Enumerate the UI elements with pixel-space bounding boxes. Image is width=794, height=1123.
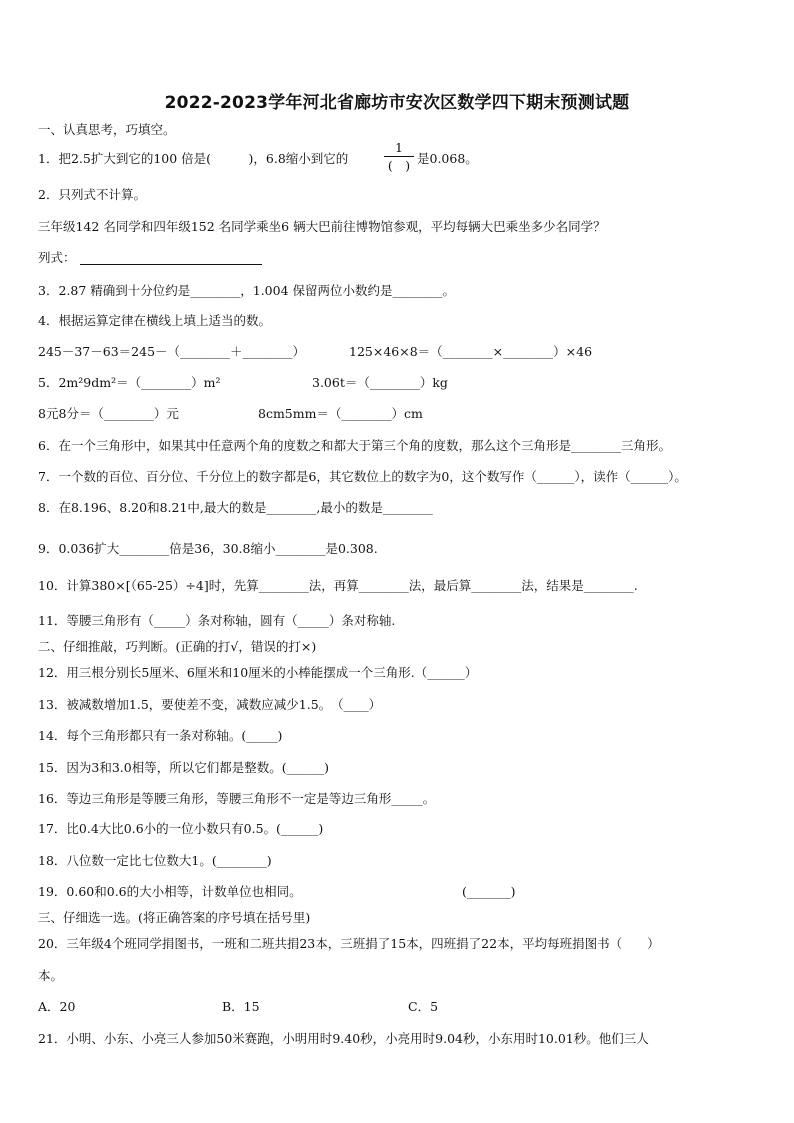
question-10-text: 10．计算380×[（65-25）÷4]时，先算________法，再算________法，最后算________法，结果是________. (38, 578, 638, 593)
question-11-text: 11．等腰三角形有（_____）条对称轴，圆有（_____）条对称轴. (38, 613, 396, 628)
section-heading-true-false: 二、仔细推敲，巧判断。(正确的打√，错误的打×) (38, 639, 317, 654)
question-18-text: 18．八位数一定比七位数大1。(________) (38, 853, 272, 868)
question-5b-text: 3.06t＝（________）kg (312, 375, 448, 390)
question-2-problem: 三年级142 名同学和四年级152 名同学乘坐6 辆大巴前往博物馆参观，平均每辆大巴乘坐多少名同学？ (38, 219, 606, 234)
question-21-text: 21．小明、小东、小亮三人参加50米赛跑，小明用时9.40秒，小亮用时9.04秒，小东用时10.01秒。他们三人 (38, 1031, 649, 1046)
question-3-text: 3．2.87 精确到十分位约是________，1.004 保留两位小数约是________。 (38, 283, 456, 298)
question-14-text: 14．每个三角形都只有一条对称轴。(_____) (38, 728, 283, 743)
question-1-text-end: 是0.068。 (417, 151, 478, 166)
question-17-text: 17．比0.4大比0.6小的一位小数只有0.5。(______) (38, 821, 324, 836)
fraction-numerator: 1 (395, 140, 403, 155)
section-heading-fill-blank: 一、认真思考，巧填空。 (38, 122, 176, 137)
question-20-option-b[interactable]: B．15 (222, 999, 260, 1014)
question-1-text: 1．把2.5扩大到它的100 倍是( )，6.8缩小到它的 (38, 151, 349, 166)
question-19-text: 19．0.60和0.6的大小相等，计数单位也相同。 (38, 884, 302, 899)
question-5c-text: 8元8分＝（________）元 (38, 406, 179, 421)
question-6-text: 6．在一个三角形中，如果其中任意两个角的度数之和都大于第三个角的度数，那么这个三角形是________三角形。 (38, 438, 671, 453)
section-heading-multiple-choice: 三、仔细选一选。(将正确答案的序号填在括号里) (38, 910, 311, 925)
question-9-text: 9．0.036扩大________倍是36，30.8缩小________是0.308. (38, 541, 378, 556)
question-2-label: 列式： (38, 250, 76, 265)
question-16-text: 16．等边三角形是等腰三角形，等腰三角形不一定是等边三角形_____。 (38, 791, 436, 806)
question-2-text: 2．只列式不计算。 (38, 187, 146, 202)
question-5d-text: 8cm5mm＝（________）cm (258, 406, 423, 421)
question-20-text-cont: 本。 (38, 968, 64, 983)
question-4a-text: 245－37－63＝245－（________＋________） (38, 344, 306, 359)
fraction-denominator: ( ) (387, 158, 411, 173)
page-title: 2022-2023学年河北省廊坊市安次区数学四下期末预测试题 (164, 93, 630, 113)
question-12-text: 12．用三根分别长5厘米、6厘米和10厘米的小棒能摆成一个三角形.（______） (38, 665, 478, 680)
question-20-option-c[interactable]: C．5 (408, 999, 439, 1014)
question-1-fraction (384, 140, 414, 173)
question-20-option-a[interactable]: A．20 (38, 999, 76, 1014)
question-19-blank: (_______) (462, 884, 516, 899)
question-4b-text: 125×46×8＝（________×________）×46 (349, 344, 593, 359)
fraction-bar (384, 156, 414, 157)
question-8-text: 8．在8.196、8.20和8.21中,最大的数是________,最小的数是________ (38, 500, 433, 515)
question-13-text: 13．被减数增加1.5，要使差不变，减数应减少1.5。 （____） (38, 697, 382, 712)
question-5a-text: 5．2m²9dm²＝（________）m² (38, 375, 221, 390)
answer-line[interactable] (80, 264, 262, 265)
question-15-text: 15．因为3和3.0相等，所以它们都是整数。(______) (38, 760, 329, 775)
question-20-text: 20．三年级4个班同学捐图书，一班和二班共捐23本，三班捐了15本，四班捐了22本，平均每班捐图书（ ） (38, 936, 660, 951)
question-4-text: 4．根据运算定律在横线上填上适当的数。 (38, 313, 271, 328)
question-7-text: 7．一个数的百位、百分位、千分位上的数字都是6，其它数位上的数字为0，这个数写作（______），读作（______）。 (38, 469, 687, 484)
